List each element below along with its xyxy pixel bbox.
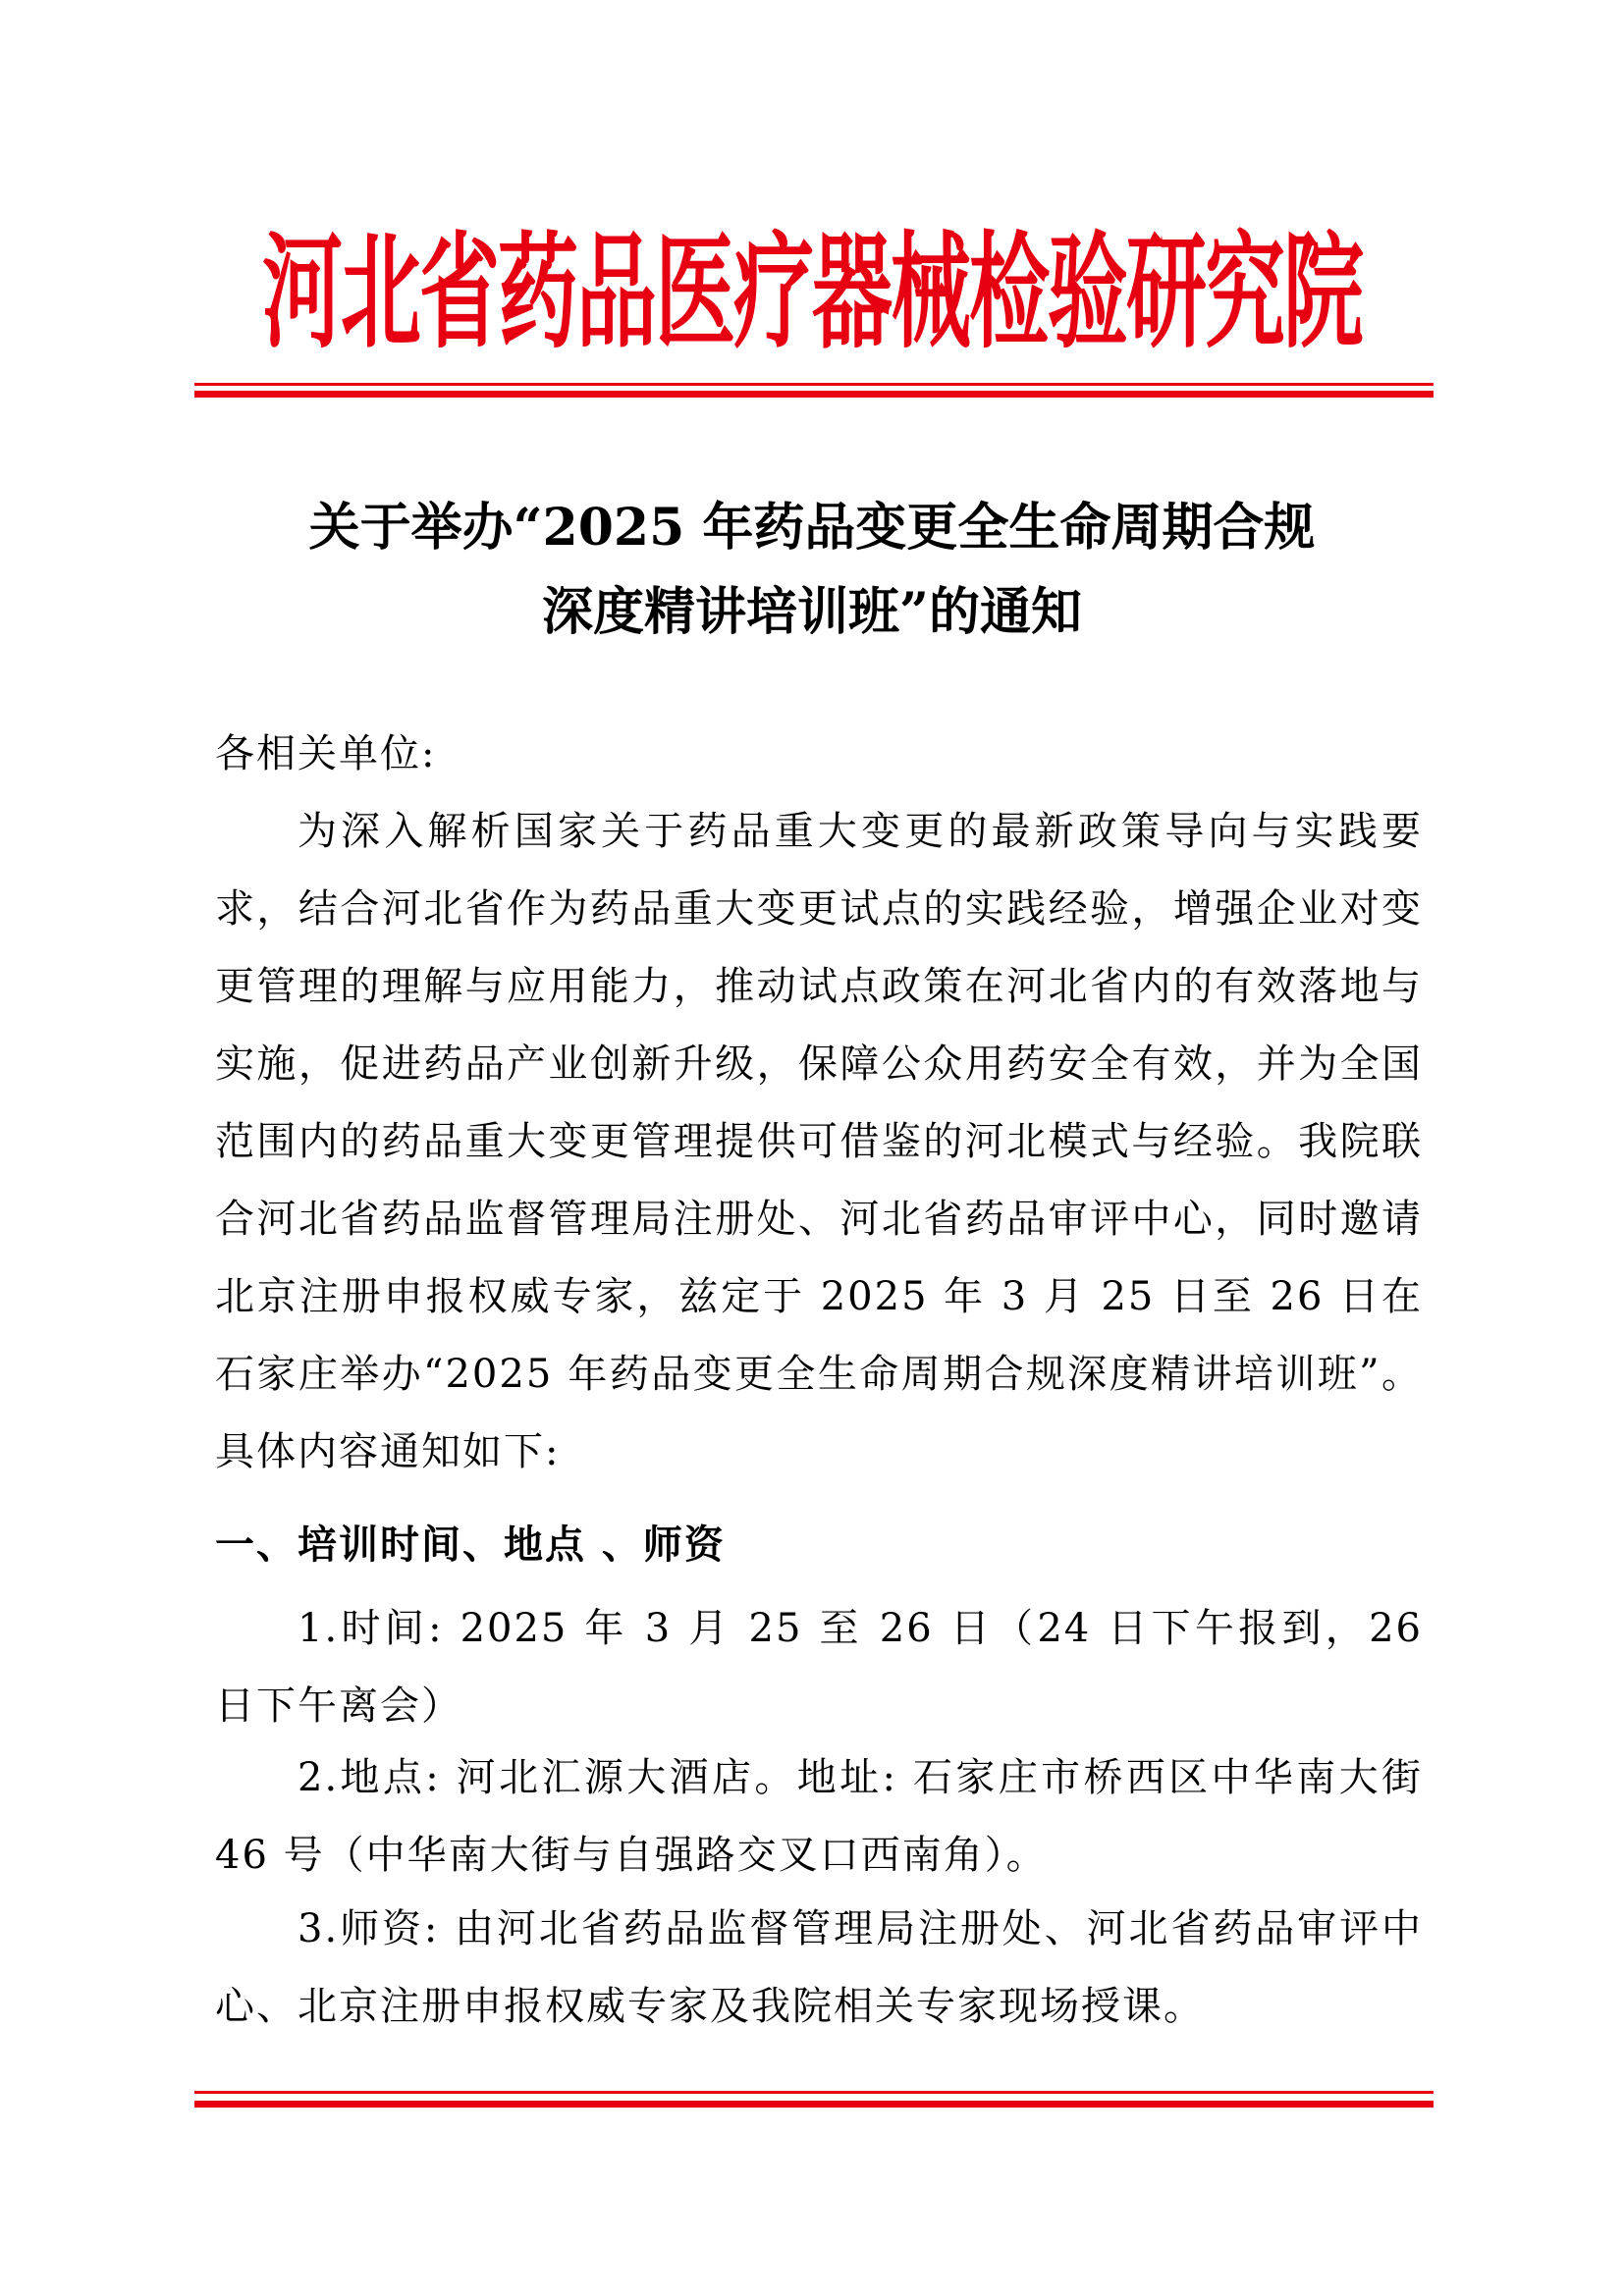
item-location: 2.地点: 河北汇源大酒店。地址: 石家庄市桥西区中华南大街 46 号（中华南大街与自强路交叉口西南角）。 (215, 1755, 1423, 1878)
document-title-line-2: 深度精讲培训班”的通知 (542, 582, 1082, 642)
footer-divider-thick (194, 2101, 1434, 2108)
letterhead-divider-thick (194, 391, 1434, 398)
footer-divider-thin (194, 2091, 1434, 2094)
document-title-line-1: 关于举办“2025 年药品变更全生命周期合规 (308, 498, 1316, 558)
item-instructors: 3.师资: 由河北省药品监督管理局注册处、河北省药品审评中心、北京注册申报权威专家及我院相关专家现场授课。 (215, 1906, 1423, 2029)
letterhead-divider-thin (194, 383, 1434, 386)
intro-paragraph: 为深入解析国家关于药品重大变更的最新政策导向与实践要求，结合河北省作为药品重大变更试点的实践经验，增强企业对变更管理的理解与应用能力，推动试点政策在河北省内的有效落地与实施，促进药品产业创新升级，保障公众用药安全有效，并为全国范围内的药品重大变更管理提供可借鉴的河北模式与经验。我院联合河北省药品监督管理局注册处、河北省药品审评中心，同时邀请北京注册申报权威专家，兹定于 2025 年 3 月 25 日至 26 日在石家庄举办“2025 年药品变更全生命周期合规深度精讲培训班”。具体内容通知如下: (215, 809, 1423, 1474)
letterhead-org-name: 河北省药品医疗器械检验研究院 (261, 221, 1362, 366)
salutation: 各相关单位: (215, 731, 437, 776)
item-time: 1.时间: 2025 年 3 月 25 至 26 日（24 日下午报到，26 日下午离会） (215, 1606, 1423, 1729)
section-heading-training-info: 一、培训时间、地点 、师资 (215, 1522, 726, 1568)
